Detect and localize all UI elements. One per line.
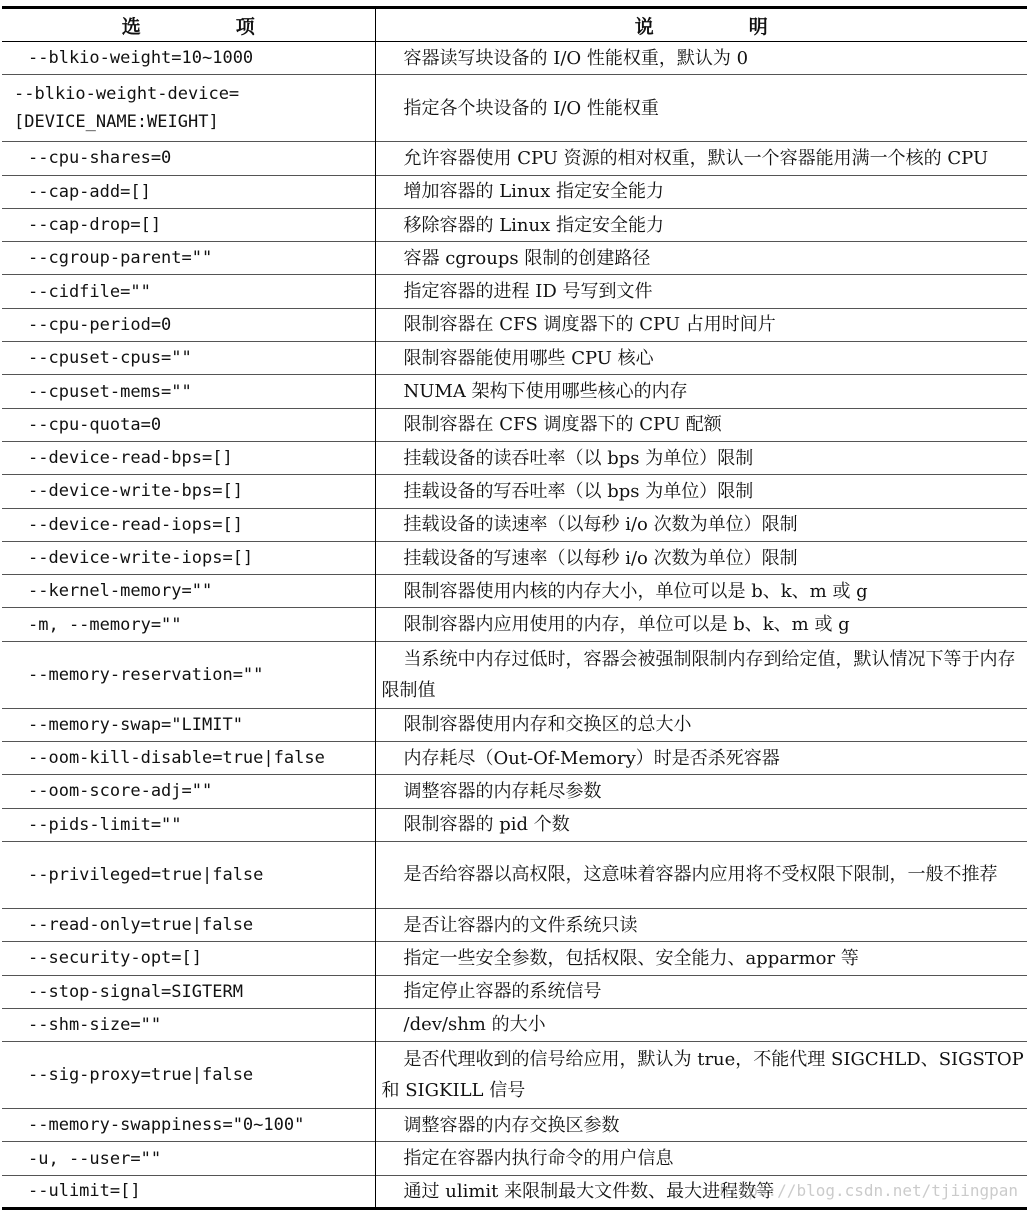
- table-row: [2, 308, 1027, 341]
- description-cell: [375, 708, 1027, 741]
- description-text: 指定在容器内执行命令的用户信息: [403, 1148, 674, 1170]
- option-cell: --cap-drop=[]: [2, 208, 375, 241]
- table-row: [2, 208, 1027, 241]
- option-cell: --oom-score-adj="": [2, 775, 375, 808]
- option-cell: --device-read-bps=[]: [2, 441, 375, 474]
- option-cell: --memory-swap="LIMIT": [2, 708, 375, 741]
- description-text: 容器 cgroups 限制的创建路径: [403, 247, 651, 269]
- option-cell: --cgroup-parent="": [2, 242, 375, 275]
- table-row: [2, 375, 1027, 408]
- table-row: [2, 808, 1027, 841]
- description-cell: [375, 1008, 1027, 1041]
- option-cell: --blkio-weight-device= [DEVICE_NAME:WEIGHT]: [2, 75, 375, 142]
- description-text: 允许容器使用 CPU 资源的相对权重，默认一个容器能用满一个核的 CPU: [403, 147, 989, 169]
- option-cell: --cpu-quota=0: [2, 408, 375, 441]
- table-row: [2, 541, 1027, 574]
- table-row: [2, 1042, 1027, 1109]
- description-text: /dev/shm 的大小: [403, 1014, 546, 1036]
- option-cell: --sig-proxy=true|false: [2, 1042, 375, 1109]
- description-text: 是否给容器以高权限，这意味着容器内应用将不受权限下限制，一般不推荐: [403, 864, 998, 886]
- description-text: 限制容器使用内存和交换区的总大小: [403, 714, 692, 736]
- option-cell: -m, --memory="": [2, 608, 375, 641]
- description-cell: [375, 441, 1027, 474]
- description-cell: [375, 975, 1027, 1008]
- description-cell: [375, 841, 1027, 908]
- column-header-description: 说 明: [375, 8, 1027, 42]
- description-text: 是否代理收到的信号给应用，默认为 true，不能代理 SIGCHLD、SIGSTOP 和 SIGKILL 信号: [381, 1049, 1024, 1102]
- option-cell: --cap-add=[]: [2, 175, 375, 208]
- description-cell: [375, 275, 1027, 308]
- description-cell: [375, 908, 1027, 941]
- description-text: 容器读写块设备的 I/O 性能权重，默认为 0: [403, 47, 749, 69]
- option-cell: --read-only=true|false: [2, 908, 375, 941]
- description-cell: [375, 142, 1027, 175]
- table-row: [2, 275, 1027, 308]
- description-cell: [375, 575, 1027, 608]
- option-cell: --stop-signal=SIGTERM: [2, 975, 375, 1008]
- description-text: 指定容器的进程 ID 号写到文件: [403, 281, 653, 303]
- table-row: [2, 975, 1027, 1008]
- description-text: 限制容器在 CFS 调度器下的 CPU 占用时间片: [403, 314, 776, 336]
- table-row: [2, 908, 1027, 941]
- description-cell: [375, 42, 1027, 75]
- table-row: [2, 708, 1027, 741]
- table-row: [2, 441, 1027, 474]
- option-cell: --kernel-memory="": [2, 575, 375, 608]
- table-row: [2, 775, 1027, 808]
- description-text: 内存耗尽（Out-Of-Memory）时是否杀死容器: [403, 747, 780, 769]
- option-cell: --cpu-shares=0: [2, 142, 375, 175]
- option-cell: --oom-kill-disable=true|false: [2, 742, 375, 775]
- description-text: 限制容器使用内核的内存大小，单位可以是 b、k、m 或 g: [403, 580, 868, 602]
- description-text: 挂载设备的写速率（以每秒 i/o 次数为单位）限制: [403, 547, 798, 569]
- option-cell: -u, --user="": [2, 1142, 375, 1175]
- table-row: [2, 175, 1027, 208]
- option-cell: --device-read-iops=[]: [2, 508, 375, 541]
- description-text: 增加容器的 Linux 指定安全能力: [403, 181, 664, 203]
- option-cell: --cpuset-cpus="": [2, 342, 375, 375]
- table-row: [2, 242, 1027, 275]
- description-cell: [375, 75, 1027, 142]
- description-cell: [375, 742, 1027, 775]
- table-row: [2, 408, 1027, 441]
- description-text: 限制容器能使用哪些 CPU 核心: [403, 347, 654, 369]
- description-cell: [375, 508, 1027, 541]
- description-text: 指定各个块设备的 I/O 性能权重: [403, 97, 659, 119]
- description-cell: [375, 608, 1027, 641]
- description-cell: [375, 242, 1027, 275]
- table-header-row: [2, 8, 1027, 42]
- description-cell: [375, 1109, 1027, 1142]
- description-text: 调整容器的内存耗尽参数: [403, 780, 602, 802]
- description-text: 调整容器的内存交换区参数: [403, 1114, 620, 1136]
- option-cell: --memory-reservation="": [2, 641, 375, 708]
- option-cell: --device-write-bps=[]: [2, 475, 375, 508]
- description-cell: [375, 808, 1027, 841]
- option-cell: --pids-limit="": [2, 808, 375, 841]
- description-text: NUMA 架构下使用哪些核心的内存: [403, 381, 688, 403]
- description-cell: [375, 1142, 1027, 1175]
- watermark-text: https://blog.csdn.net/tjiingpan: [719, 1181, 1018, 1200]
- option-cell: --ulimit=[]: [2, 1175, 375, 1208]
- table-row: [2, 942, 1027, 975]
- description-cell: [375, 308, 1027, 341]
- option-cell: --privileged=true|false: [2, 841, 375, 908]
- description-text: 通过 ulimit 来限制最大文件数、最大进程数等: [403, 1180, 775, 1202]
- description-text: 挂载设备的读速率（以每秒 i/o 次数为单位）限制: [403, 514, 798, 536]
- option-cell: --security-opt=[]: [2, 942, 375, 975]
- description-cell: [375, 1042, 1027, 1109]
- table-row: [2, 142, 1027, 175]
- table-row: [2, 1142, 1027, 1175]
- description-text: 挂载设备的读吞吐率（以 bps 为单位）限制: [403, 447, 754, 469]
- table-row: [2, 742, 1027, 775]
- option-cell: --cidfile="": [2, 275, 375, 308]
- table-row: [2, 641, 1027, 708]
- option-cell: --device-write-iops=[]: [2, 541, 375, 574]
- description-cell: [375, 775, 1027, 808]
- description-cell: [375, 942, 1027, 975]
- description-text: 指定一些安全参数，包括权限、安全能力、apparmor 等: [403, 947, 859, 969]
- table-row: [2, 342, 1027, 375]
- description-cell: [375, 208, 1027, 241]
- description-text: 指定停止容器的系统信号: [403, 981, 602, 1003]
- table-row: [2, 42, 1027, 75]
- table-row: [2, 1109, 1027, 1142]
- description-cell: [375, 641, 1027, 708]
- table-row: [2, 575, 1027, 608]
- table-body: [2, 42, 1027, 1209]
- table-row: [2, 475, 1027, 508]
- docker-options-table: [2, 6, 1027, 1210]
- table-row: [2, 75, 1027, 142]
- description-text: 挂载设备的写吞吐率（以 bps 为单位）限制: [403, 480, 754, 502]
- option-cell: --cpu-period=0: [2, 308, 375, 341]
- description-cell: [375, 475, 1027, 508]
- description-cell: [375, 408, 1027, 441]
- description-text: 当系统中内存过低时，容器会被强制限制内存到给定值，默认情况下等于内存限制值: [381, 648, 1016, 701]
- description-cell: [375, 175, 1027, 208]
- table-row: [2, 608, 1027, 641]
- description-cell: [375, 342, 1027, 375]
- option-cell: --memory-swappiness="0~100": [2, 1109, 375, 1142]
- option-cell: --shm-size="": [2, 1008, 375, 1041]
- description-text: 移除容器的 Linux 指定安全能力: [403, 214, 664, 236]
- option-cell: --cpuset-mems="": [2, 375, 375, 408]
- table-row: [2, 1008, 1027, 1041]
- table-row: [2, 841, 1027, 908]
- description-text: 限制容器在 CFS 调度器下的 CPU 配额: [403, 414, 722, 436]
- description-text: 限制容器内应用使用的内存，单位可以是 b、k、m 或 g: [403, 614, 850, 636]
- table-row: [2, 508, 1027, 541]
- options-table-container: [2, 6, 1027, 1210]
- column-header-option: 选 项: [2, 8, 375, 42]
- description-text: 是否让容器内的文件系统只读: [403, 914, 638, 936]
- option-cell: --blkio-weight=10~1000: [2, 42, 375, 75]
- description-cell: [375, 375, 1027, 408]
- description-text: 限制容器的 pid 个数: [403, 814, 570, 836]
- description-cell: [375, 541, 1027, 574]
